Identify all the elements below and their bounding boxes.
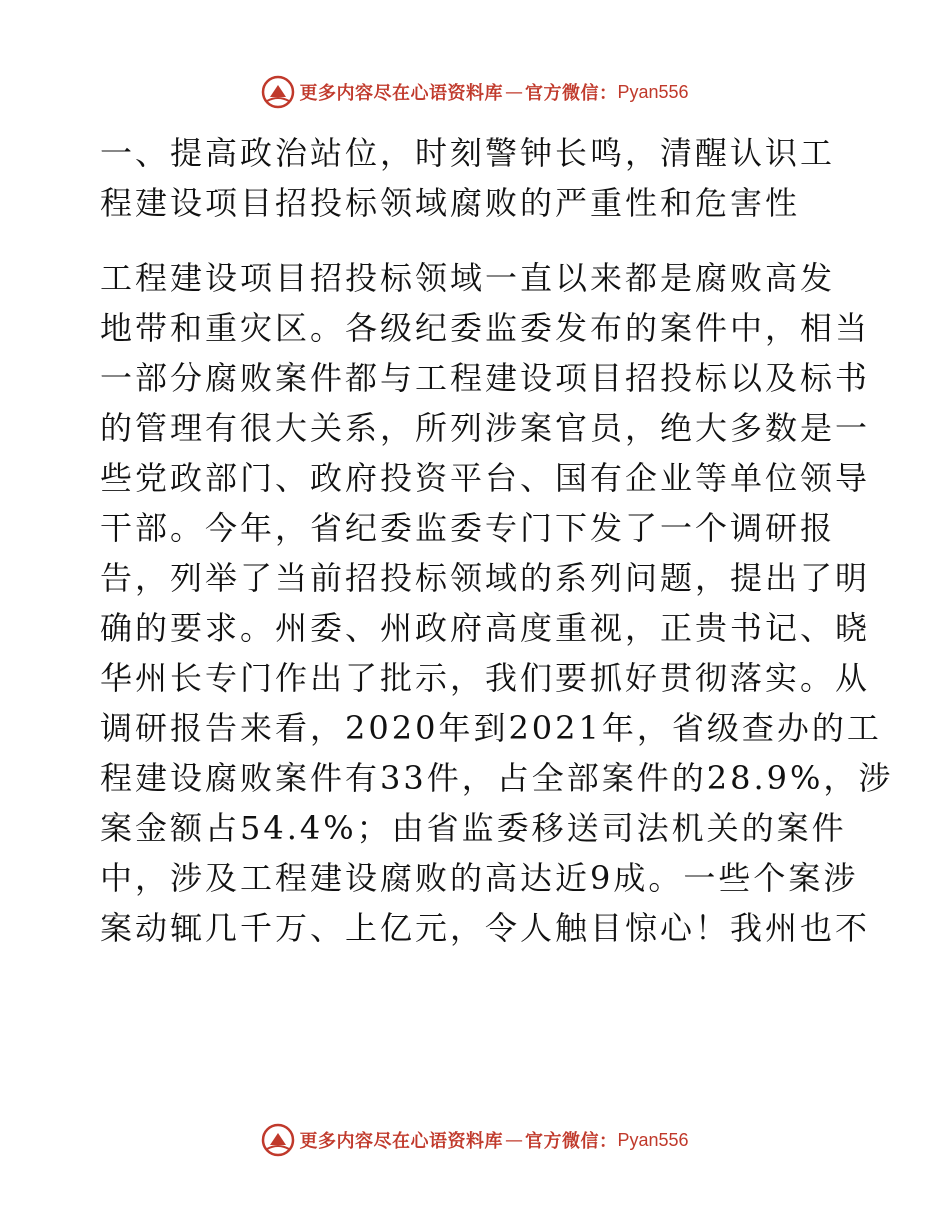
section-heading — [100, 128, 860, 228]
watermark-dash: — — [504, 81, 523, 103]
body-line: 干部。今年，省纪委监委专门下发了一个调研报 — [100, 509, 836, 547]
heading-line: 程建设项目招投标领域腐败的严重性和危害性 — [100, 184, 801, 222]
body-line: 地带和重灾区。各级纪委监委发布的案件中，相当 — [100, 309, 871, 347]
body-line: 工程建设项目招投标领域一直以来都是腐败高发 — [100, 259, 836, 297]
watermark-footer — [0, 1120, 950, 1160]
body-line: 一部分腐败案件都与工程建设项目招投标以及标书 — [100, 359, 871, 397]
body-paragraph — [100, 253, 894, 953]
body-line: 程建设腐败案件有33件，占全部案件的28.9%，涉 — [100, 759, 894, 797]
body-line: 确的要求。州委、州政府高度重视，正贵书记、晓 — [100, 609, 871, 647]
book-logo-icon — [261, 75, 295, 109]
body-line: 告，列举了当前招投标领域的系列问题，提出了明 — [100, 559, 871, 597]
watermark-handle: Pyan556 — [617, 1129, 689, 1150]
watermark-dash: — — [504, 1129, 523, 1151]
watermark-title: 更多内容尽在心语资料库 — [299, 83, 503, 104]
watermark-official: 官方微信： — [524, 83, 618, 104]
body-line: 的管理有很大关系，所列涉案官员，绝大多数是一 — [100, 409, 871, 447]
body-line: 案动辄几千万、上亿元，令人触目惊心！我州也不 — [100, 909, 871, 947]
body-line: 些党政部门、政府投资平台、国有企业等单位领导 — [100, 459, 871, 497]
body-line: 华州长专门作出了批示，我们要抓好贯彻落实。从 — [100, 659, 871, 697]
watermark-official: 官方微信： — [524, 1131, 618, 1152]
watermark-header — [0, 72, 950, 112]
watermark-handle: Pyan556 — [617, 81, 689, 102]
body-line: 案金额占54.4%；由省监委移送司法机关的案件 — [100, 809, 847, 847]
book-logo-icon — [261, 1123, 295, 1157]
body-line: 中，涉及工程建设腐败的高达近9成。一些个案涉 — [100, 859, 859, 897]
body-line: 调研报告来看，2020年到2021年，省级查办的工 — [100, 709, 882, 747]
watermark-title: 更多内容尽在心语资料库 — [299, 1131, 503, 1152]
heading-line: 一、提高政治站位，时刻警钟长鸣，清醒认识工 — [100, 134, 836, 172]
